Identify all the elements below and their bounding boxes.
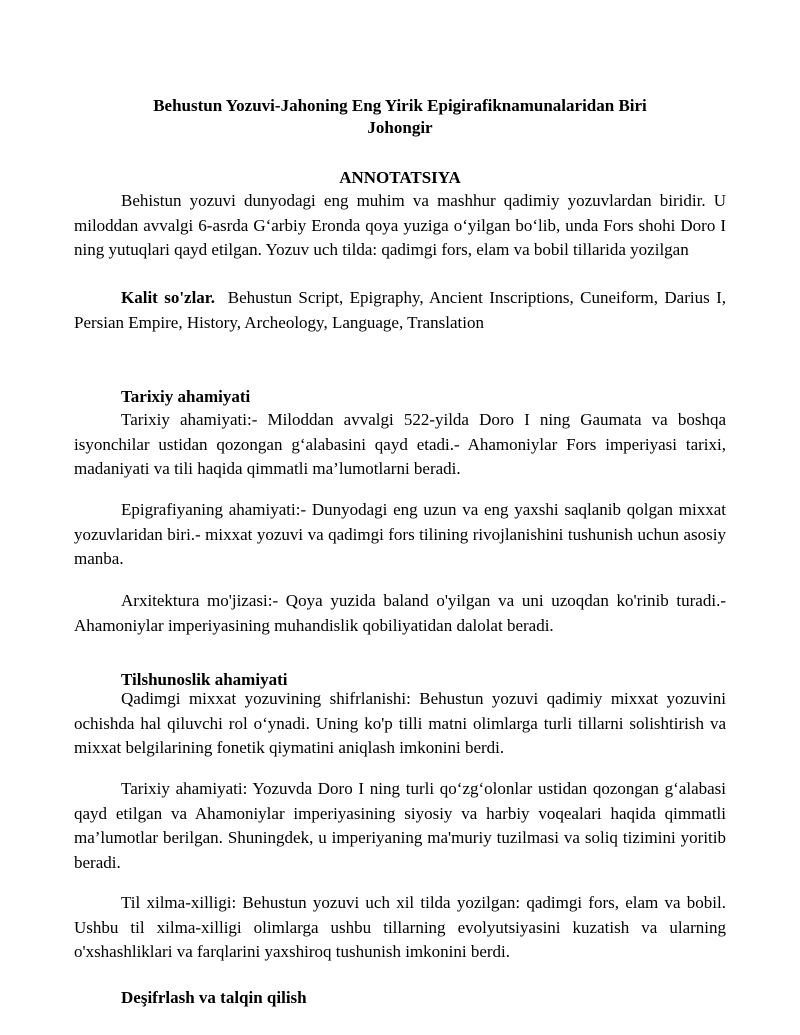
- historical-paragraph-3: Arxitektura mo'jizasi:- Qoya yuzida baland o'yilgan va uni uzoqdan ko'rinib turadi.- Ahamoniylar imperiyasining muhandislik qobiliyatidan dalolat beradi.: [74, 591, 726, 635]
- annotation-heading: ANNOTATSIYA: [339, 168, 461, 187]
- historical-paragraph-1: Tarixiy ahamiyati:- Miloddan avvalgi 522-yilda Doro I ning Gaumata va boshqa isyonchilar ustidan qozongan g‘alabasini qayd etadi.- Ahamoniylar Fors imperiyasi tarixi, madaniyati va tili haqida qimmatli ma’lumotlarni beradi.: [74, 410, 726, 478]
- keywords-text: Behustun Script, Epigraphy, Ancient Inscriptions, Cuneiform, Darius I, Persian Empire, History, Archeology, Language, Translation: [74, 288, 726, 332]
- linguistic-paragraph-3: Til xilma-xilligi: Behustun yozuvi uch xil tilda yozilgan: qadimgi fors, elam va bobil. Ushbu til xilma-xilligi olimlarga ushbu tillarning evolyutsiyasini kuzatish va ularning o'xshashliklari va farqlarini yaxshiroq tushunish imkonini berdi.: [74, 893, 726, 961]
- historical-paragraph-2: Epigrafiyaning ahamiyati:- Dunyodagi eng uzun va eng yaxshi saqlanib qolgan mixxat yozuvlaridan biri.- mixxat yozuvi va qadimgi fors tilining rivojlanishini tushunish uchun asosiy manba.: [74, 500, 726, 568]
- annotation-paragraph: Behistun yozuvi dunyodagi eng muhim va mashhur qadimiy yozuvlardan biridir. U miloddan avvalgi 6-asrda G‘arbiy Eronda qoya yuziga o‘yilgan bo‘lib, unda Fors shohi Doro I ning yutuqlari qayd etilgan. Yozuv uch tilda: qadimgi fors, elam va bobil tillarida yozilgan: [74, 191, 726, 259]
- linguistic-paragraph-2: Tarixiy ahamiyati: Yozuvda Doro I ning turli qo‘zg‘olonlar ustidan qozongan g‘alabasi qayd etilgan va Ahamoniylar imperiyasining siyosiy va harbiy voqealari haqida qimmatli ma’lumotlar berilgan. Shuningdek, u imperiyaning ma'muriy tuzilmasi va soliq tizimini yoritib beradi.: [74, 779, 726, 872]
- document-title: Behustun Yozuvi-Jahoning Eng Yirik Epigirafiknamunalaridan Biri: [153, 96, 647, 115]
- keywords-label: Kalit so'zlar.: [121, 288, 216, 307]
- author-name-text: Johongir: [367, 118, 433, 137]
- author-name: [74, 117, 726, 137]
- section-heading-historical: Tarixiy ahamiyati: [121, 387, 251, 406]
- linguistic-paragraph-1: Qadimgi mixxat yozuvining shifrlanishi: Behustun yozuvi qadimiy mixxat yozuvini ochishda hal qiluvchi rol o‘ynadi. Uning ko'p tilli matni olimlarga turli tillarni solishtirish va mixxat belgilarining fonetik qiymatini aniqlash imkonini berdi.: [74, 689, 726, 757]
- section-heading-decipherment: Deşifrlash va talqin qilish: [121, 988, 307, 1007]
- keywords-paragraph: [74, 286, 726, 335]
- section-heading-linguistic: Tilshunoslik ahamiyati: [121, 670, 288, 689]
